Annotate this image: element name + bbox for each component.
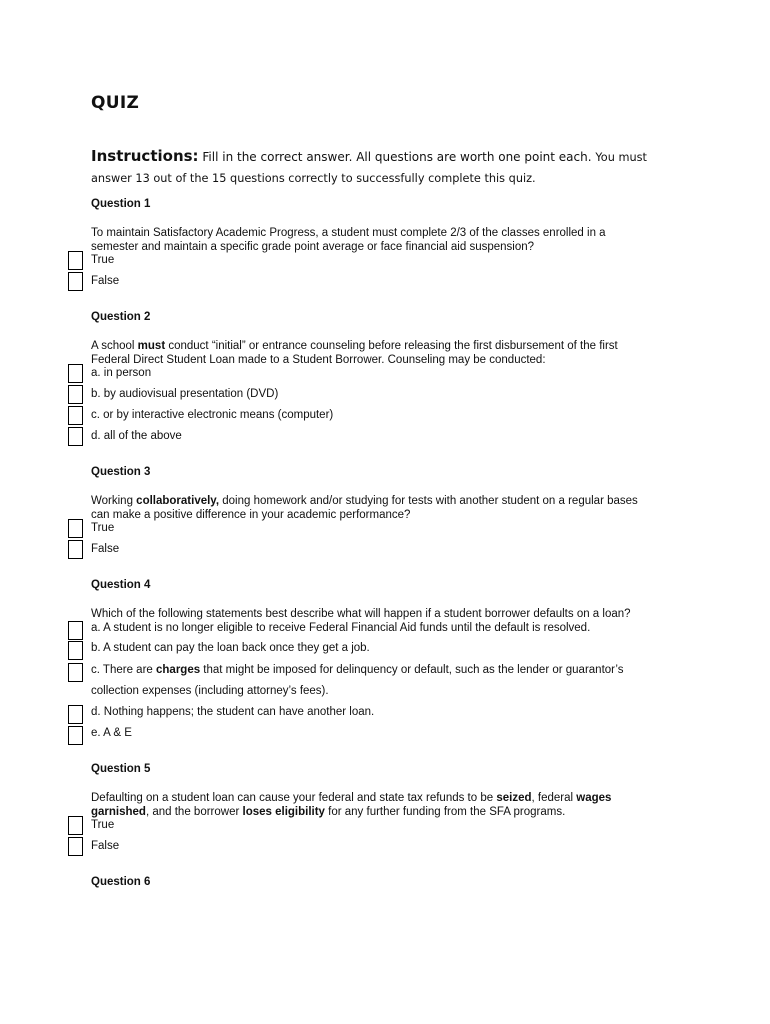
question-text-line: To maintain Satisfactory Academic Progress, a student must complete 2/3 of the classes enrolled in a: [91, 227, 606, 239]
question-text-part: for any further funding from the SFA programs.: [324, 806, 566, 818]
option-label: b. by audiovisual presentation (DVD): [91, 388, 279, 400]
answer-option[interactable]: [91, 840, 119, 852]
answer-checkbox[interactable]: [68, 540, 83, 559]
question-text-emphasis: wages: [576, 792, 612, 804]
option-label: e. A & E: [91, 727, 132, 739]
answer-checkbox[interactable]: [68, 726, 83, 745]
answer-checkbox[interactable]: [68, 621, 83, 640]
answer-option[interactable]: [91, 622, 590, 634]
instructions-line1: Fill in the correct answer. All questions are worth one point each.: [202, 150, 592, 164]
option-label: d. all of the above: [91, 430, 182, 442]
question-text-line: Federal Direct Student Loan made to a Student Borrower. Counseling may be conducted:: [91, 354, 546, 366]
answer-checkbox[interactable]: [68, 272, 83, 291]
question-text-part: Working: [91, 495, 137, 507]
question-heading: Question 5: [91, 763, 151, 775]
option-label: a. A student is no longer eligible to receive Federal Financial Aid funds until the default is resolved.: [91, 622, 591, 634]
answer-option[interactable]: [91, 522, 114, 534]
answer-checkbox[interactable]: [68, 641, 83, 660]
answer-option[interactable]: [91, 275, 119, 287]
answer-option[interactable]: [91, 409, 333, 421]
option-label: d. Nothing happens; the student can have another loan.: [91, 706, 375, 718]
option-label: True: [91, 254, 115, 266]
question-text: [91, 494, 691, 522]
answer-checkbox[interactable]: [68, 427, 83, 446]
question-text-part: Defaulting on a student loan can cause your federal and state tax refunds to be: [91, 792, 497, 804]
question-text-line: Which of the following statements best describe what will happen if a student borrower defaults on a loan?: [91, 608, 631, 620]
instructions-lead: Instructions:: [91, 147, 199, 165]
answer-checkbox[interactable]: [68, 251, 83, 270]
question-heading: Question 2: [91, 311, 151, 323]
answer-option[interactable]: [91, 367, 151, 379]
answer-option[interactable]: [91, 642, 370, 654]
option-label: c. or by interactive electronic means (computer): [91, 409, 334, 421]
question-text: [91, 339, 691, 367]
answer-option[interactable]: [91, 543, 119, 555]
answer-checkbox[interactable]: [68, 837, 83, 856]
question-text-emphasis: loses eligibility: [242, 806, 325, 818]
question-text-emphasis: garnished: [91, 806, 146, 818]
question-heading: Question 4: [91, 579, 151, 591]
instructions: [91, 146, 711, 189]
answer-option-continued: [91, 685, 329, 697]
answer-checkbox[interactable]: [68, 364, 83, 383]
question-heading: Question 1: [91, 198, 151, 210]
question-text: [91, 226, 691, 254]
instructions-line1-tail: You must: [595, 151, 647, 164]
option-label: c. There are: [91, 664, 156, 676]
page-title: QUIZ: [91, 93, 140, 113]
option-label: True: [91, 522, 115, 534]
question-heading: Question 3: [91, 466, 151, 478]
answer-checkbox[interactable]: [68, 385, 83, 404]
question-text-part: conduct “initial” or entrance counseling before releasing the first disbursement of the first: [165, 340, 618, 352]
answer-option[interactable]: [91, 254, 114, 266]
question-text-emphasis: collaboratively,: [136, 495, 220, 507]
option-label: True: [91, 819, 115, 831]
answer-option[interactable]: [91, 664, 624, 676]
option-label: b. A student can pay the loan back once they get a job.: [91, 642, 370, 654]
question-text-emphasis: seized: [496, 792, 532, 804]
option-label-emphasis: charges: [156, 664, 201, 676]
answer-checkbox[interactable]: [68, 519, 83, 538]
question-text-part: A school: [91, 340, 138, 352]
answer-option[interactable]: [91, 727, 132, 739]
question-text: [91, 607, 691, 621]
question-text-line: can make a positive difference in your academic performance?: [91, 509, 411, 521]
question-text-emphasis: must: [137, 340, 166, 352]
question-text: [91, 791, 691, 819]
option-label: False: [91, 543, 120, 555]
answer-checkbox[interactable]: [68, 663, 83, 682]
option-label: False: [91, 840, 120, 852]
answer-option[interactable]: [91, 819, 114, 831]
option-label: that might be imposed for delinquency or default, such as the lender or guarantor’s: [200, 664, 624, 676]
answer-checkbox[interactable]: [68, 705, 83, 724]
option-label: a. in person: [91, 367, 152, 379]
answer-option[interactable]: [91, 706, 374, 718]
question-text-line: semester and maintain a specific grade point average or face financial aid suspension?: [91, 241, 535, 253]
option-label: False: [91, 275, 120, 287]
question-text-part: doing homework and/or studying for tests with another student on a regular bases: [219, 495, 638, 507]
question-text-part: , and the borrower: [145, 806, 243, 818]
answer-option[interactable]: [91, 388, 278, 400]
question-text-part: , federal: [531, 792, 577, 804]
answer-option[interactable]: [91, 430, 182, 442]
answer-checkbox[interactable]: [68, 406, 83, 425]
answer-checkbox[interactable]: [68, 816, 83, 835]
question-heading: Question 6: [91, 876, 151, 888]
instructions-line2: answer 13 out of the 15 questions correctly to successfully complete this quiz.: [91, 172, 536, 185]
option-label: collection expenses (including attorney’s fees).: [91, 685, 329, 697]
